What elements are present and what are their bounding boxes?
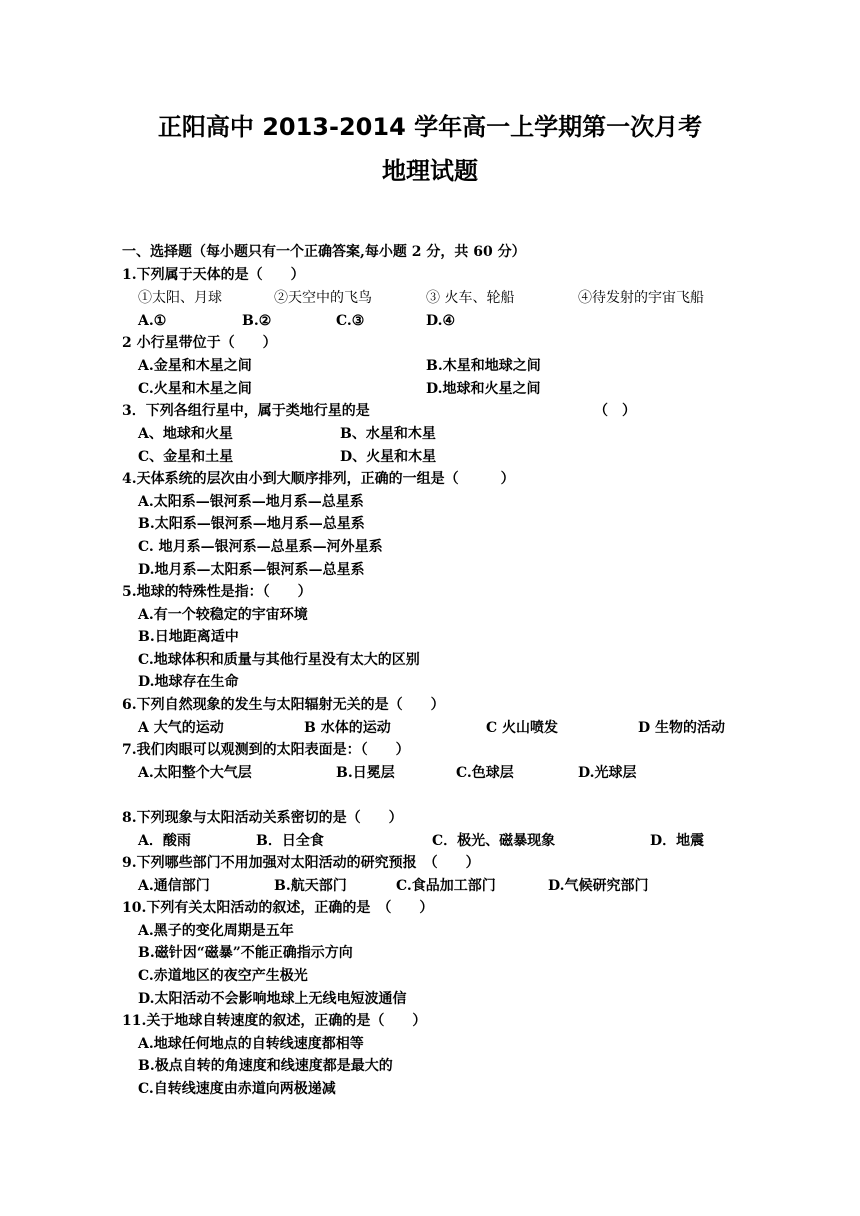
option: C．极光、磁暴现象 [432,833,556,849]
option: C.食品加工部门 [396,878,496,894]
option: C.火星和木星之间 [138,381,252,397]
option: B.日地距离适中 [138,629,239,645]
option: D.地月系—太阳系—银河系—总星系 [138,562,365,578]
question-stem: 3．下列各组行星中，属于类地行星的是 [122,403,370,419]
option: ②天空中的飞鸟 [274,290,372,306]
option: D．地震 [650,833,705,849]
option: D.光球层 [578,765,637,781]
option: D.地球和火星之间 [426,381,541,397]
option: D、火星和木星 [340,449,437,465]
option: B.日冕层 [336,765,395,781]
option: C、金星和土星 [138,449,234,465]
option: A 大气的运动 [138,720,224,736]
question-stem: 6.下列自然现象的发生与太阳辐射无关的是（ ） [122,697,445,713]
section-heading: 一、选择题（每小题只有一个正确答案,每小题 2 分，共 60 分） [122,244,526,260]
option: D.地球存在生命 [138,674,239,690]
option: A．酸雨 [138,833,191,849]
question-stem: 2 小行星带位于（ ） [122,335,277,351]
option: ①太阳、月球 [138,290,222,306]
option: D.④ [426,313,456,329]
question-stem: 7.我们肉眼可以观测到的太阳表面是：（ ） [122,742,410,758]
page-subtitle: 地理试题 [382,157,478,185]
option: A、地球和火星 [138,426,233,442]
option: B.太阳系—银河系—地月系—总星系 [138,516,365,532]
option: A.有一个较稳定的宇宙环境 [138,607,308,623]
option: D.气候研究部门 [548,878,649,894]
option: A.通信部门 [138,878,210,894]
option: C 火山喷发 [486,720,559,736]
option: A.① [138,313,167,329]
option: B、水星和木星 [340,426,436,442]
option: A.黑子的变化周期是五年 [138,923,294,939]
option: C.地球体积和质量与其他行星没有太大的区别 [138,652,420,668]
option: ④待发射的宇宙飞船 [578,290,704,306]
option: A.太阳系—银河系—地月系—总星系 [138,494,364,510]
option: B.磁针因“磁暴”不能正确指示方向 [138,945,353,961]
option: A.金星和木星之间 [138,358,252,374]
option: B.木星和地球之间 [426,358,541,374]
option: C. 地月系—银河系—总星系—河外星系 [138,539,383,555]
question-stem: 8.下列现象与太阳活动关系密切的是（ ） [122,810,403,826]
question-stem: 5.地球的特殊性是指：（ ） [122,584,312,600]
option: C.③ [336,313,365,329]
option: A.太阳整个大气层 [138,765,252,781]
question-stem: 11.关于地球自转速度的叙述，正确的是（ ） [122,1013,427,1029]
question-stem: 9.下列哪些部门不用加强对太阳活动的研究预报 （ ） [122,855,480,871]
option: C.自转线速度由赤道向两极递减 [138,1081,336,1097]
question-stem: 10.下列有关太阳活动的叙述，正确的是 （ ） [122,900,434,916]
option: D.太阳活动不会影响地球上无线电短波通信 [138,991,407,1007]
answer-mark: （ ） [594,403,636,419]
question-stem: 4.天体系统的层次由小到大顺序排列，正确的一组是（ ） [122,471,515,487]
option: D 生物的活动 [638,720,726,736]
option: A.地球任何地点的自转线速度都相等 [138,1036,364,1052]
option: B.极点自转的角速度和线速度都是最大的 [138,1058,393,1074]
option: ③ 火车、轮船 [426,290,515,306]
option: B 水体的运动 [304,720,391,736]
option: C.色球层 [456,765,514,781]
option: B．日全食 [256,833,324,849]
option: B.航天部门 [274,878,347,894]
question-stem: 1.下列属于天体的是（ ） [122,267,305,283]
page-title: 正阳高中 2013-2014 学年高一上学期第一次月考 [157,113,703,141]
option: B.② [242,313,272,329]
option: C.赤道地区的夜空产生极光 [138,968,308,984]
